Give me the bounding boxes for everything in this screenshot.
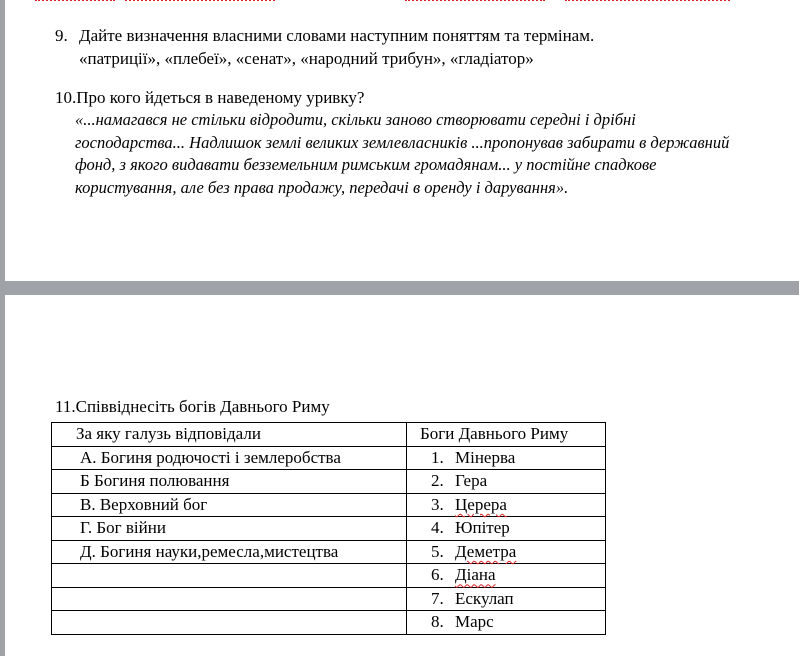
function-cell: Б Богиня полювання <box>52 470 407 494</box>
spellcheck-mark <box>565 0 730 1</box>
god-cell <box>407 564 606 588</box>
god-name: Деметра <box>455 541 517 561</box>
god-cell <box>407 470 606 494</box>
question-9-terms: «патриції», «плебеї», «сенат», «народний трибун», «гладіатор» <box>79 49 534 68</box>
god-cell <box>407 446 606 470</box>
question-11-heading: 11.Співвіднесіть богів Давнього Риму <box>55 397 330 416</box>
question-10-heading: 10.Про кого йдеться в наведеному уривку? <box>55 88 365 107</box>
god-number: 8. <box>431 612 444 632</box>
matching-table <box>51 422 606 635</box>
god-cell <box>407 611 606 635</box>
header-right: Боги Давнього Риму <box>407 423 606 447</box>
god-number: 2. <box>431 471 444 491</box>
god-name: Діана <box>455 565 496 585</box>
god-name: Гера <box>455 471 488 491</box>
god-name: Мінерва <box>455 447 516 467</box>
document-page-1 <box>5 0 799 281</box>
god-name: Марс <box>455 612 494 632</box>
question-10-quote: «...намагався не стільки відродити, скільки заново створювати середні і дрібні господарства... Надлишок землі великих землевласників ...пропонував забирати в державний фонд, з якого видавати безземельним римським громадянам... у постійне спадкове користування, але без права продажу, передачі в оренду і дарування». <box>75 110 730 197</box>
table-row <box>52 587 606 611</box>
table-row <box>52 470 606 494</box>
god-cell <box>407 493 606 517</box>
god-name: Ескулап <box>455 588 514 608</box>
god-number: 7. <box>431 588 444 608</box>
function-cell: Д. Богиня науки,ремесла,мистецтва <box>52 540 407 564</box>
spellcheck-mark <box>35 0 115 1</box>
table-row <box>52 611 606 635</box>
god-cell <box>407 587 606 611</box>
god-name: Юпітер <box>455 518 510 538</box>
god-number: 6. <box>431 565 444 585</box>
spellcheck-mark <box>125 0 275 1</box>
table-row <box>52 493 606 517</box>
table-row <box>52 517 606 541</box>
god-number: 1. <box>431 447 444 467</box>
function-cell: В. Верховний бог <box>52 493 407 517</box>
function-cell <box>52 564 407 588</box>
table-row <box>52 446 606 470</box>
table-row <box>52 540 606 564</box>
function-cell: Г. Бог війни <box>52 517 407 541</box>
question-9-text: Дайте визначення власними словами наступним поняттям та термінам. <box>79 26 595 45</box>
question-10 <box>55 86 735 199</box>
god-name: Церера <box>455 494 507 514</box>
god-cell <box>407 540 606 564</box>
god-number: 5. <box>431 541 444 561</box>
god-number: 3. <box>431 494 444 514</box>
function-cell <box>52 587 407 611</box>
question-number: 9. <box>55 26 68 45</box>
god-cell <box>407 517 606 541</box>
spellcheck-mark <box>405 0 545 1</box>
god-number: 4. <box>431 518 444 538</box>
table-row <box>52 564 606 588</box>
function-cell <box>52 611 407 635</box>
question-9 <box>55 24 594 70</box>
function-cell: А. Богиня родючості і землеробства <box>52 446 407 470</box>
table-header-row <box>52 423 606 447</box>
header-left: За яку галузь відповідали <box>52 423 407 447</box>
document-page-2 <box>5 295 799 656</box>
